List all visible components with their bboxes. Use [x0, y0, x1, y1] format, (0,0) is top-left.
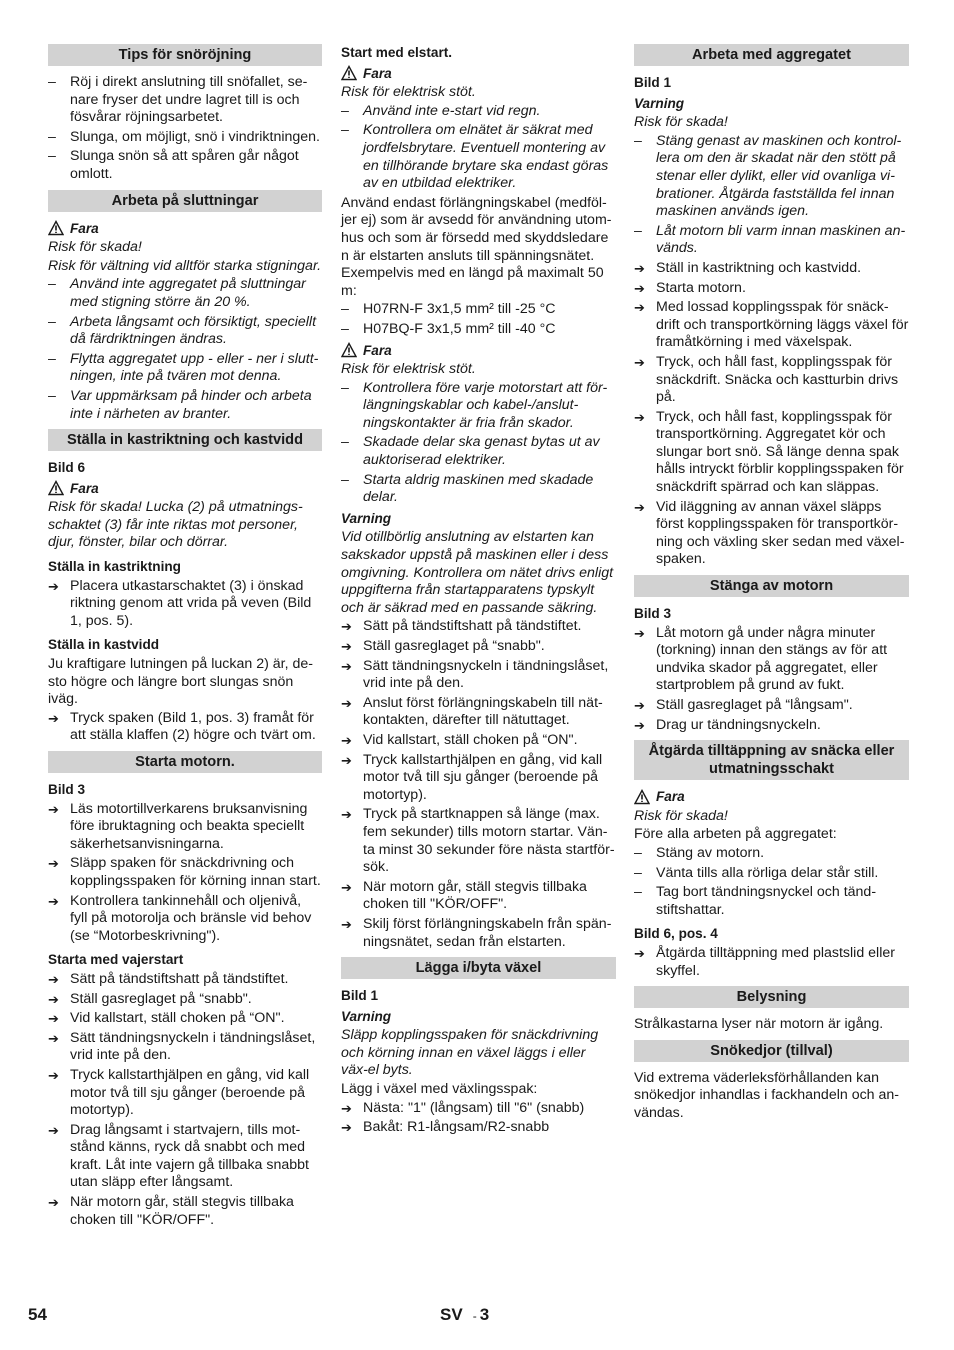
step-list-item	[634, 354, 909, 407]
paragraph: Före alla arbeten på aggregatet:	[634, 826, 837, 843]
dash-marker: –	[48, 74, 56, 90]
step-list-item	[634, 299, 909, 352]
danger-label	[341, 342, 616, 360]
section-heading: Stänga av motorn	[634, 575, 909, 597]
subheading: Bild 6, pos. 4	[634, 926, 718, 942]
list-item-text: Flytta aggregatet upp - eller - ner i slutt-ningen, inte på tvären mot denna.	[70, 350, 319, 385]
step-list-item	[48, 1194, 322, 1229]
column-3	[634, 44, 909, 1124]
arrow-right-icon: ➔	[48, 971, 59, 987]
arrow-right-icon: ➔	[634, 409, 645, 425]
arrow-right-icon: ➔	[48, 1011, 59, 1027]
list-item-text: Låt motorn bli varm innan maskinen an-vänds.	[656, 222, 906, 257]
dash-marker: –	[341, 301, 349, 318]
italic-paragraph: Risk för skada! Lucka (2) på utmatnings-schaktet (3) får inte riktas mot personer, djur, fönster, bilar och dörrar.	[48, 499, 303, 551]
step-list-item	[341, 638, 616, 656]
list-item-text: Arbeta långsamt och försiktigt, speciellt då färdriktningen ändras.	[70, 313, 317, 348]
subheading: Bild 3	[48, 782, 86, 797]
dash-list-item	[48, 351, 322, 386]
arrow-right-icon: ➔	[634, 354, 645, 370]
step-text: Sätt tändningsnyckeln i tändningslåset, vrid inte på den.	[363, 657, 609, 692]
step-list-item	[48, 710, 322, 745]
footer-language-label	[440, 1305, 489, 1325]
step-list-item	[48, 1067, 322, 1120]
list-item-text: Slunga, om möjligt, snö i vindriktningen.	[70, 128, 320, 145]
section-heading: Lägga i/byta växel	[341, 957, 616, 979]
section-heading: Tips för snöröjning	[48, 44, 322, 66]
step-text: När motorn går, ställ stegvis tillbaka choken till "KÖR/OFF".	[70, 1194, 294, 1228]
subheading: Ställa in kastvidd	[48, 637, 160, 653]
list-item-text: Vänta tills alla rörliga delar står still.	[656, 864, 879, 881]
list-item-text: Tag bort tändningsnyckel och tänd-stiftshattar.	[656, 884, 877, 918]
paragraph: Strålkastarna lyser när motorn är igång.	[634, 1016, 884, 1033]
warning-triangle-icon	[48, 220, 64, 236]
dash-list-item	[341, 380, 616, 433]
dash-list-item	[48, 148, 322, 183]
step-list-item	[634, 625, 909, 695]
arrow-right-icon: ➔	[341, 639, 352, 654]
dash-list-item	[48, 388, 322, 423]
step-text: Sätt tändningsnyckeln i tändningslåset, vrid inte på den.	[70, 1029, 316, 1064]
step-text: Släpp spaken för snäckdrivning och kopplingsspaken för körning innan start.	[70, 855, 321, 889]
step-list-item	[341, 916, 616, 951]
step-text: Läs motortillverkarens bruksanvisning före ibruktagning och beakta speciellt säkerhetsanvisningarna.	[70, 800, 308, 852]
dash-marker: –	[341, 434, 349, 451]
language-code: SV	[440, 1305, 463, 1324]
section-heading: Snökedjor (tillval)	[634, 1040, 909, 1062]
list-item-text: Kontrollera om elnätet är säkrat med jordfelsbrytare. Eventuell montering av en tillhörande brytare ska endast göras av en utbildad elektriker.	[363, 122, 609, 192]
italic-paragraph: Vid otillbörlig anslutning av elstarten kan sakskador uppstå på maskinen eller i dess omgivning. Kontrollera om nätet drivs enligt uppgifterna från startapparatens typskylt och är säkrad med en passande säkring.	[341, 529, 614, 616]
arrow-right-icon: ➔	[341, 807, 352, 823]
step-text: Starta motorn.	[656, 279, 746, 296]
step-list-item	[634, 717, 909, 735]
danger-label-text: Fara	[656, 789, 685, 805]
arrow-right-icon: ➔	[341, 658, 352, 674]
step-list-item	[341, 732, 616, 750]
arrow-right-icon: ➔	[48, 1122, 59, 1138]
step-list-item	[634, 280, 909, 298]
step-list-item	[341, 1119, 616, 1137]
list-item-text: Stäng genast av maskinen och kontrol-lera om den är skadat när den stött på stenar eller dylikt, eller vid ovanliga vi-brationer. Åtgärda fastställda fel innan maskinen används igen.	[656, 132, 902, 220]
dash-marker: –	[341, 471, 349, 488]
step-text: Med lossad kopplingsspak för snäck-drift och transportkörning läggs växel för framåtkörning i med växelspak.	[656, 299, 909, 351]
step-text: Bakåt: R1-långsam/R2-snabb	[363, 1119, 550, 1136]
subheading: Bild 3	[634, 606, 672, 622]
step-list-item	[48, 1030, 322, 1065]
step-text: Ställ in kastriktning och kastvidd.	[656, 259, 862, 276]
section-heading: Belysning	[634, 986, 909, 1008]
section-heading: Arbeta med aggregatet	[634, 44, 909, 66]
danger-label	[48, 220, 322, 238]
arrow-right-icon: ➔	[634, 280, 645, 296]
step-list-item	[634, 697, 909, 715]
arrow-right-icon: ➔	[634, 300, 645, 316]
arrow-right-icon: ➔	[48, 1030, 59, 1046]
step-list-item	[341, 752, 616, 805]
danger-label	[634, 788, 909, 806]
warning-triangle-icon	[634, 789, 650, 805]
arrow-right-icon: ➔	[634, 499, 645, 515]
step-list-item	[341, 658, 616, 693]
arrow-right-icon: ➔	[48, 710, 59, 726]
arrow-right-icon: ➔	[48, 578, 59, 594]
warning-label: Varning	[341, 510, 392, 526]
dash-list-item	[341, 301, 616, 319]
step-text: Tryck, och håll fast, kopplingsspak för snäckdrift. Snäcka och kastturbin drivs på.	[656, 353, 899, 406]
step-text: Anslut först förlängningskabeln till nät-kontakten, därefter till nätuttaget.	[363, 694, 603, 729]
arrow-right-icon: ➔	[341, 879, 352, 895]
step-text: Ställ gasreglaget på “snabb".	[70, 990, 252, 1007]
step-text: Drag långsamt i startvajern, tills mot-stånd känns, ryck då snabbt och med kraft. Låt inte vajern gå tillbaka snabbt utan släpp efter långsamt.	[70, 1121, 309, 1191]
arrow-right-icon: ➔	[634, 625, 645, 641]
subheading: Bild 1	[341, 988, 379, 1004]
arrow-right-icon: ➔	[48, 1067, 59, 1083]
arrow-right-icon: ➔	[48, 893, 59, 909]
column-2	[341, 44, 616, 1139]
dash-list-item	[341, 321, 616, 339]
dash-marker: –	[48, 387, 56, 404]
danger-label-text: Fara	[363, 65, 392, 81]
step-list-item	[48, 991, 322, 1009]
list-item-text: Starta aldrig maskinen med skadade delar.	[363, 471, 594, 506]
arrow-right-icon: ➔	[634, 260, 645, 276]
dash-list-item	[634, 133, 909, 221]
arrow-right-icon: ➔	[341, 695, 352, 711]
arrow-right-icon: ➔	[634, 945, 645, 961]
arrow-right-icon: ➔	[341, 752, 352, 768]
dash-marker: –	[634, 864, 642, 881]
section-heading: Arbeta på sluttningar	[48, 190, 322, 212]
step-list-item	[341, 695, 616, 730]
arrow-right-icon: ➔	[48, 991, 59, 1007]
paragraph: Vid extrema väderleksförhållanden kan snökedjor inhandlas i fackhandeln och an-vändas.	[634, 1069, 900, 1121]
arrow-right-icon: ➔	[48, 1195, 59, 1211]
step-list-item	[48, 578, 322, 631]
step-list-item	[634, 260, 909, 278]
dash-list-item	[634, 845, 909, 863]
warning-triangle-icon	[341, 65, 357, 81]
step-text: Vid kallstart, ställ choken på “ON".	[363, 731, 578, 748]
italic-paragraph: Risk för skada!	[634, 807, 728, 824]
italic-paragraph: Släpp kopplingsspaken för snäckdrivning och körning innan en växel läggs i eller väx-el byts.	[341, 1027, 599, 1079]
step-text: Drag ur tändningsnyckeln.	[656, 716, 821, 733]
page-number: 54	[28, 1305, 47, 1324]
step-list-item	[341, 1100, 616, 1118]
subheading: Bild 6	[48, 460, 86, 476]
warning-label: Varning	[341, 1008, 392, 1024]
step-list-item	[634, 499, 909, 569]
step-list-item	[341, 618, 616, 636]
list-item-text: H07RN-F 3x1,5 mm² till -25 °C	[363, 301, 556, 318]
step-list-item	[48, 855, 322, 890]
paragraph: Använd endast förlängningskabel (medföl-jer ej) som är avsedd för användning utom-hus och som är försedd med skyddsledare n är elstarten ansluts till spänningsnätet. Exempelvis med en längd på maximalt 50 m:	[341, 194, 612, 299]
arrow-right-icon: ➔	[634, 717, 645, 733]
subheading: Bild 1	[634, 75, 672, 90]
section-number: 3	[479, 1305, 490, 1324]
dash-marker: –	[634, 884, 642, 901]
step-text: Vid kallstart, ställ choken på “ON".	[70, 1010, 285, 1027]
step-list-item	[48, 893, 322, 946]
step-text: Skilj först förlängningskabeln från spän-ningsnätet, sedan från elstarten.	[363, 915, 612, 950]
dash-list-item	[634, 884, 909, 919]
dash-list-item	[48, 129, 322, 147]
subheading: Starta med vajerstart	[48, 952, 184, 968]
arrow-right-icon: ➔	[341, 1100, 352, 1116]
step-list-item	[341, 879, 616, 914]
dash-list-item	[341, 122, 616, 192]
step-text: Tryck kallstarthjälpen en gång, vid kall motor två till sju gånger (beroende på motortyp).	[70, 1066, 310, 1119]
dash-marker: –	[48, 276, 56, 293]
arrow-right-icon: ➔	[634, 698, 645, 713]
step-text: Sätt på tändstiftshatt på tändstiftet.	[363, 618, 582, 635]
dash-list-item	[634, 865, 909, 883]
step-text: Tryck kallstarthjälpen en gång, vid kall motor två till sju gånger (beroende på motortyp).	[363, 751, 603, 803]
step-text: Kontrollera tankinnehåll och oljenivå, fyll på motorolja och bränsle vid behov (se “Motorbeskrivning").	[70, 892, 312, 944]
dash-marker: –	[48, 148, 56, 165]
list-item-text: Använd inte aggregatet på sluttningar med stigning större än 20 %.	[70, 276, 306, 310]
step-list-item	[48, 1010, 322, 1028]
italic-paragraph: Risk för skada!	[634, 114, 728, 131]
list-item-text: Var uppmärksam på hinder och arbeta inte i närheten av branter.	[70, 387, 312, 422]
arrow-right-icon: ➔	[341, 916, 352, 932]
step-list-item	[634, 945, 909, 980]
dash-list-item	[341, 103, 616, 121]
italic-paragraph: Risk för vältning vid alltför starka stigningar.	[48, 257, 322, 274]
dash-marker: –	[341, 122, 349, 139]
danger-label-text: Fara	[363, 342, 392, 358]
step-text: Tryck, och håll fast, kopplingsspak för transportkörning. Aggregatet kör och slungar bort snö. Så länge denna spak hålls intryckt förblir kopplingsspaken för snäckdrift spärrad och kan släppas.	[656, 408, 904, 496]
list-item-text: Använd inte e-start vid regn.	[363, 102, 541, 119]
column-1	[48, 44, 322, 1231]
arrow-right-icon: ➔	[48, 856, 59, 872]
danger-label-text: Fara	[70, 480, 99, 496]
warning-label: Varning	[634, 95, 685, 111]
section-heading: Starta motorn.	[48, 751, 322, 773]
dash-marker: –	[634, 222, 642, 239]
list-item-text: H07BQ-F 3x1,5 mm² till -40 °C	[363, 320, 556, 337]
dash-marker: –	[48, 313, 56, 330]
dash-marker: –	[341, 320, 349, 337]
step-list-item	[48, 801, 322, 854]
arrow-right-icon: ➔	[48, 801, 59, 817]
list-item-text: Slunga snön så att spåren går något omlott.	[70, 148, 299, 182]
italic-paragraph: Risk för elektrisk stöt.	[341, 361, 476, 378]
list-item-text: Skadade delar ska genast bytas ut av auktoriserad elektriker.	[363, 434, 600, 469]
dash-marker: –	[48, 350, 56, 367]
step-text: Ställ gasreglaget på “långsam".	[656, 697, 853, 713]
dash-list-item	[48, 74, 322, 127]
step-list-item	[634, 409, 909, 497]
arrow-right-icon: ➔	[341, 619, 352, 635]
step-text: Låt motorn gå under några minuter (torkning) innan den stängs av för att undvika skador på aggregatet, eller startproblem på grund av fukt.	[656, 624, 888, 694]
step-text: Åtgärda tilltäppning med plastslid eller skyffel.	[656, 944, 895, 979]
italic-paragraph: Risk för elektrisk stöt.	[341, 84, 476, 101]
dash-marker: –	[48, 128, 56, 145]
list-item-text: Röj i direkt anslutning till snöfallet, se-nare fryser det undre lagret till is och fösvårar röjningsarbetet.	[70, 74, 308, 126]
step-text: Placera utkastarschaktet (3) i önskad riktning genom att vrida på veven (Bild 1, pos. 5).	[70, 577, 312, 629]
step-text: Vid iläggning av annan växel släpps först kopplingsspaken för transportkör-ning och växling sker sedan med växel-spaken.	[656, 498, 905, 568]
subheading: Start med elstart.	[341, 45, 453, 60]
dash-marker: –	[341, 102, 349, 119]
step-list-item	[341, 806, 616, 876]
step-list-item	[48, 971, 322, 989]
arrow-right-icon: ➔	[341, 1120, 352, 1136]
warning-triangle-icon	[341, 342, 357, 358]
danger-label	[48, 480, 322, 498]
paragraph: Ju kraftigare lutningen på luckan 2) är, de-sto högre och längre bort slungas snön iväg.	[48, 656, 313, 708]
step-text: Nästa: "1" (långsam) till "6" (snabb)	[363, 1099, 585, 1116]
list-item-text: Stäng av motorn.	[656, 844, 765, 861]
dash-list-item	[634, 223, 909, 258]
dash-list-item	[341, 434, 616, 469]
danger-label	[341, 65, 616, 83]
italic-paragraph: Risk för skada!	[48, 239, 142, 256]
step-text: Tryck på startknappen så länge (max. fem sekunder) tills motorn startar. Vän-ta minst 30 sekunder före nästa startför-sök.	[363, 806, 615, 876]
dash-list-item	[341, 472, 616, 507]
dash-list-item	[48, 314, 322, 349]
subheading: Ställa in kastriktning	[48, 559, 181, 575]
footer-separator: -	[472, 1309, 477, 1323]
step-text: Sätt på tändstiftshatt på tändstiftet.	[70, 970, 289, 987]
step-list-item	[48, 1122, 322, 1192]
section-heading: Ställa in kastriktning och kastvidd	[48, 429, 322, 451]
dash-marker: –	[341, 379, 349, 396]
step-text: Ställ gasreglaget på “snabb".	[363, 638, 545, 654]
step-text: Tryck spaken (Bild 1, pos. 3) framåt för att ställa klaffen (2) högre och tvärt om.	[70, 709, 316, 744]
dash-list-item	[48, 276, 322, 311]
section-heading: Åtgärda tilltäppning av snäcka eller utmatningsschakt	[634, 740, 909, 780]
arrow-right-icon: ➔	[341, 732, 352, 748]
step-text: När motorn går, ställ stegvis tillbaka choken till "KÖR/OFF".	[363, 878, 587, 913]
paragraph: Lägg i växel med växlingsspak:	[341, 1081, 538, 1098]
dash-marker: –	[634, 844, 642, 861]
dash-marker: –	[634, 132, 642, 149]
list-item-text: Kontrollera före varje motorstart att för-längningskablar och kabel-/anslut-ningskontakter är fria från skador.	[363, 379, 608, 431]
danger-label-text: Fara	[70, 220, 99, 236]
warning-triangle-icon	[48, 480, 64, 496]
